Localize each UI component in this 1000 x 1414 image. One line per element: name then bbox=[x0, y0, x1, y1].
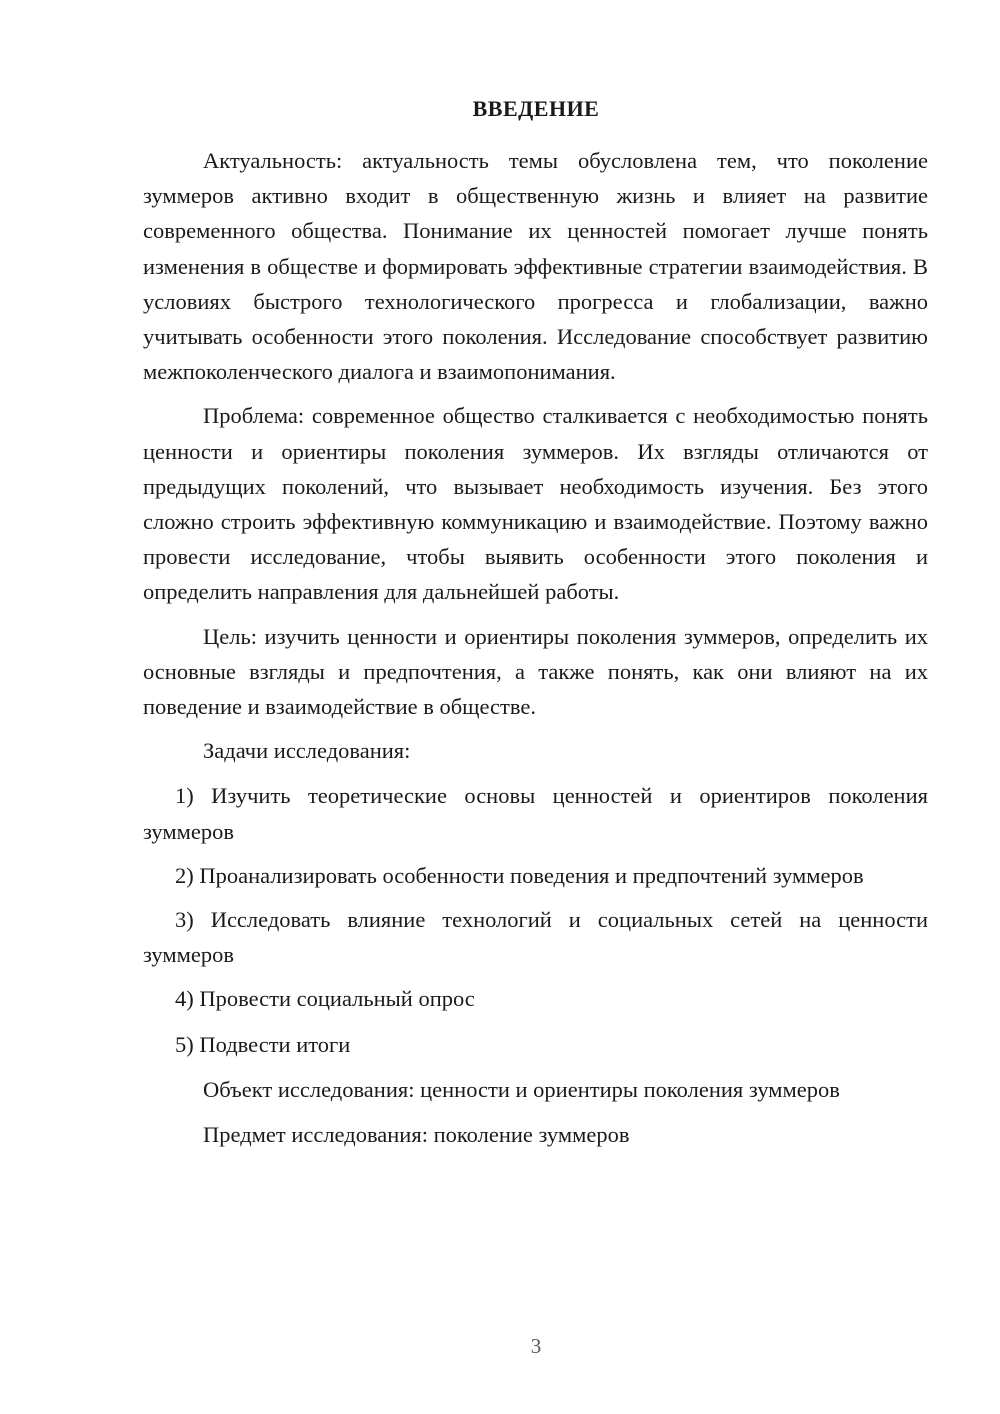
research-subject: Предмет исследования: поколение зуммеров bbox=[203, 1122, 630, 1148]
task-item-2: 2) Проанализировать особенности поведения и предпочтений зуммеров bbox=[175, 862, 864, 888]
problem-paragraph: Проблема: современное общество сталкивается с необходимостью понять ценности и ориентиры поколения зуммеров. Их взгляды отличаются от предыдущих поколений, что вызывает необходимость изучения. Без этого сложно строить эффективную коммуникацию и взаимодействие. Поэтому важно провести исследование, чтобы выявить особенности этого поколения и определить направления для дальнейшей работы. bbox=[143, 403, 928, 605]
task-item-3: 3) Исследовать влияние технологий и социальных сетей на ценности зуммеров bbox=[143, 907, 928, 968]
document-body bbox=[143, 143, 928, 1162]
page-number: 3 bbox=[530, 1334, 542, 1358]
relevance-paragraph: Актуальность: актуальность темы обусловлена тем, что поколение зуммеров активно входит в общественную жизнь и влияет на развитие современного общества. Понимание их ценностей помогает лучше понять изменения в обществе и формировать эффективные стратегии взаимодействия. В условиях быстрого технологического прогресса и глобализации, важно учитывать особенности этого поколения. Исследование способствует развитию межпоколенческого диалога и взаимопонимания. bbox=[143, 148, 928, 385]
research-object: Объект исследования: ценности и ориентиры поколения зуммеров bbox=[203, 1076, 840, 1102]
task-item-5: 5) Подвести итоги bbox=[175, 1031, 351, 1057]
tasks-title: Задачи исследования: bbox=[203, 738, 411, 764]
page-title: ВВЕДЕНИЕ bbox=[472, 96, 600, 121]
task-item-4: 4) Провести социальный опрос bbox=[175, 986, 475, 1012]
task-item-1: 1) Изучить теоретические основы ценностей и ориентиров поколения зуммеров bbox=[143, 783, 928, 844]
goal-paragraph: Цель: изучить ценности и ориентиры поколения зуммеров, определить их основные взгляды и предпочтения, а также понять, как они влияют на их поведение и взаимодействие в обществе. bbox=[143, 623, 928, 720]
